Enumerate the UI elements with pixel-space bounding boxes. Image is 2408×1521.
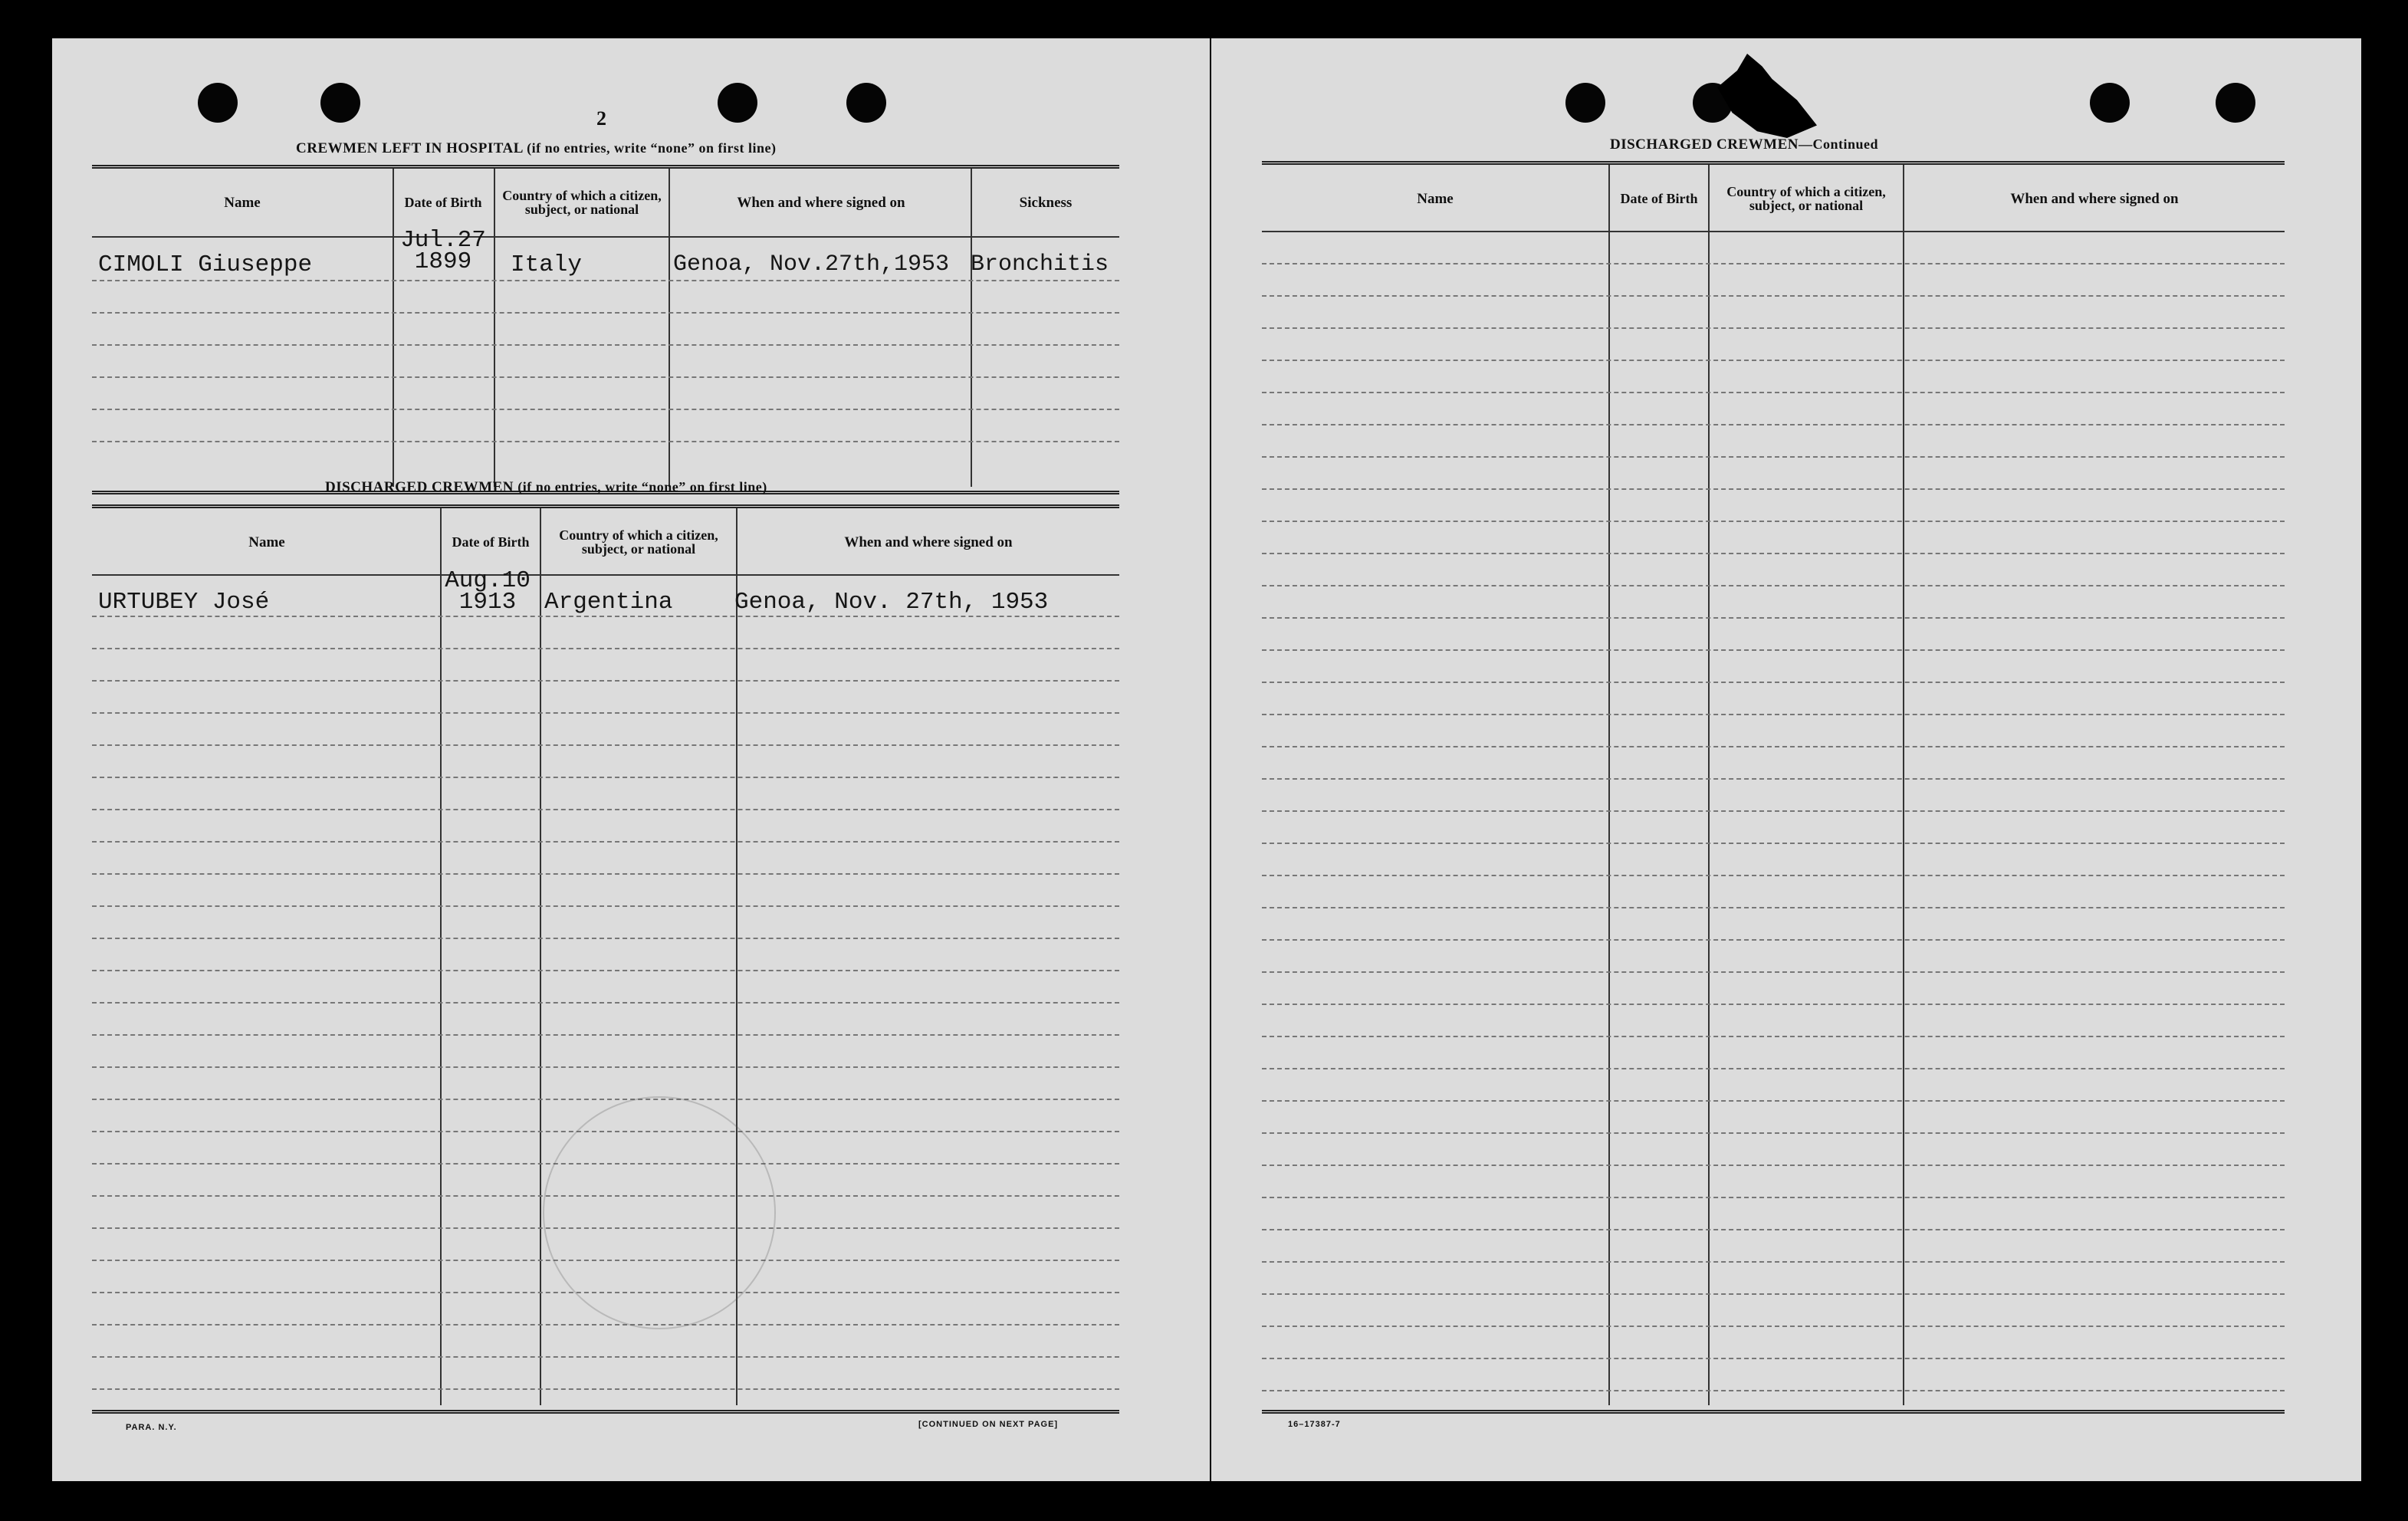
ruled-line [1262,1165,2285,1166]
hospital-entry-name: CIMOLI Giuseppe [98,251,313,278]
ruled-line [1262,1390,2285,1391]
column-divider [669,169,670,487]
column-header-name: Name [248,534,285,550]
ruled-line [92,616,1119,617]
ruled-line [1262,488,2285,490]
ruled-line [1262,585,2285,586]
column-header-country: Country of which a citizen, subject, or national [559,527,718,557]
ruled-line [92,312,1119,314]
ruled-line [1262,1197,2285,1198]
punch-hole [718,83,757,123]
ruled-line [1262,1229,2285,1230]
printer-mark: PARA. N.Y. [126,1423,177,1432]
discharged-section-title: DISCHARGED CREWMEN (if no entries, write “none” on first line) [325,479,767,495]
discharged-entry-country: Argentina [544,589,673,616]
ruled-line [1262,1100,2285,1102]
hospital-entry-dob: Jul.27 1899 [400,227,486,275]
ruled-line [1262,875,2285,876]
punch-hole [320,83,360,123]
ruled-line [1262,971,2285,973]
ruled-line [92,938,1119,939]
ruled-line [92,841,1119,843]
column-divider [494,169,495,487]
discharged-continued-table [1262,161,2285,1414]
punch-hole [846,83,886,123]
column-divider [393,169,394,487]
ruled-line [92,648,1119,649]
ruled-line [92,441,1119,442]
column-header-name: Name [1417,190,1454,207]
ruled-line [1262,810,2285,812]
ruled-line [92,1002,1119,1004]
hospital-entry-sickness: Bronchitis [971,251,1109,278]
ruled-line [1262,521,2285,522]
ruled-line [1262,424,2285,425]
ruled-line [1262,1132,2285,1134]
column-header-signed-on: When and where signed on [844,534,1013,550]
discharged-entry-signed-on: Genoa, Nov. 27th, 1953 [734,589,1049,616]
ruled-line [92,680,1119,682]
ruled-line [1262,939,2285,941]
column-header-dob: Date of Birth [404,195,482,210]
ruled-line [1262,1036,2285,1037]
discharged-continued-title: DISCHARGED CREWMEN—Continued [1610,136,1879,153]
ruled-line [1262,553,2285,554]
ruled-line [1262,746,2285,747]
ruled-line [92,1099,1119,1100]
column-header-signed-on: When and where signed on [2010,190,2179,207]
punch-hole [198,83,238,123]
ruled-line [1262,360,2285,361]
ruled-line [92,344,1119,346]
ruled-line [1262,649,2285,651]
column-header-country: Country of which a citizen, subject, or national [1726,184,1886,213]
ruled-line [1262,1261,2285,1263]
faded-stamp [543,1096,776,1329]
continued-note: [CONTINUED ON NEXT PAGE] [918,1420,1059,1429]
ruled-line [1262,392,2285,393]
form-number: 16–17387-7 [1288,1420,1341,1429]
column-header-signed-on: When and where signed on [737,194,905,211]
header-divider [92,236,1119,238]
left-page [52,38,1210,1481]
ruled-line [1262,1358,2285,1359]
ruled-line [1262,1068,2285,1069]
column-header-country: Country of which a citizen, subject, or national [502,188,662,217]
ruled-line [92,873,1119,875]
ruled-line [1262,263,2285,264]
ruled-line [1262,682,2285,683]
column-header-name: Name [224,194,261,211]
ruled-lines [1262,165,2285,1410]
ruled-line [1262,327,2285,329]
ruled-line [92,1034,1119,1036]
ruled-line [1262,295,2285,297]
punch-hole [2216,83,2255,123]
ruled-line [1262,617,2285,619]
ruled-line [92,777,1119,778]
ruled-line [92,905,1119,907]
hospital-entry-country: Italy [511,251,583,278]
ruled-line [92,1388,1119,1390]
ruled-line [92,409,1119,410]
ruled-line [92,1356,1119,1358]
punch-hole [1565,83,1605,123]
discharged-entry-dob: Aug.10 1913 [445,567,531,616]
ruled-line [1262,1293,2285,1295]
ruled-line [1262,1004,2285,1005]
right-page [1211,38,2361,1481]
ruled-line [1262,907,2285,908]
ruled-line [92,809,1119,810]
ruled-line [92,280,1119,281]
hospital-section-title: CREWMEN LEFT IN HOSPITAL (if no entries, write “none” on first line) [296,140,777,156]
punch-hole [2090,83,2130,123]
column-header-dob: Date of Birth [1620,191,1698,206]
discharged-entry-name: URTUBEY José [98,589,270,616]
hospital-table [92,165,1119,494]
ruled-line [92,1066,1119,1068]
ruled-line [1262,714,2285,715]
ruled-line [1262,778,2285,780]
ruled-line [1262,1326,2285,1327]
column-header-dob: Date of Birth [452,534,530,550]
ruled-line [92,744,1119,746]
ruled-line [92,970,1119,971]
page-number: 2 [596,107,606,130]
ruled-line [92,1324,1119,1326]
ruled-line [92,376,1119,378]
ruled-line [92,712,1119,714]
ruled-line [1262,456,2285,458]
column-divider [971,169,972,487]
ruled-line [1262,843,2285,844]
hospital-entry-signed-on: Genoa, Nov.27th,1953 [673,251,950,278]
column-header-sickness: Sickness [1019,194,1073,211]
